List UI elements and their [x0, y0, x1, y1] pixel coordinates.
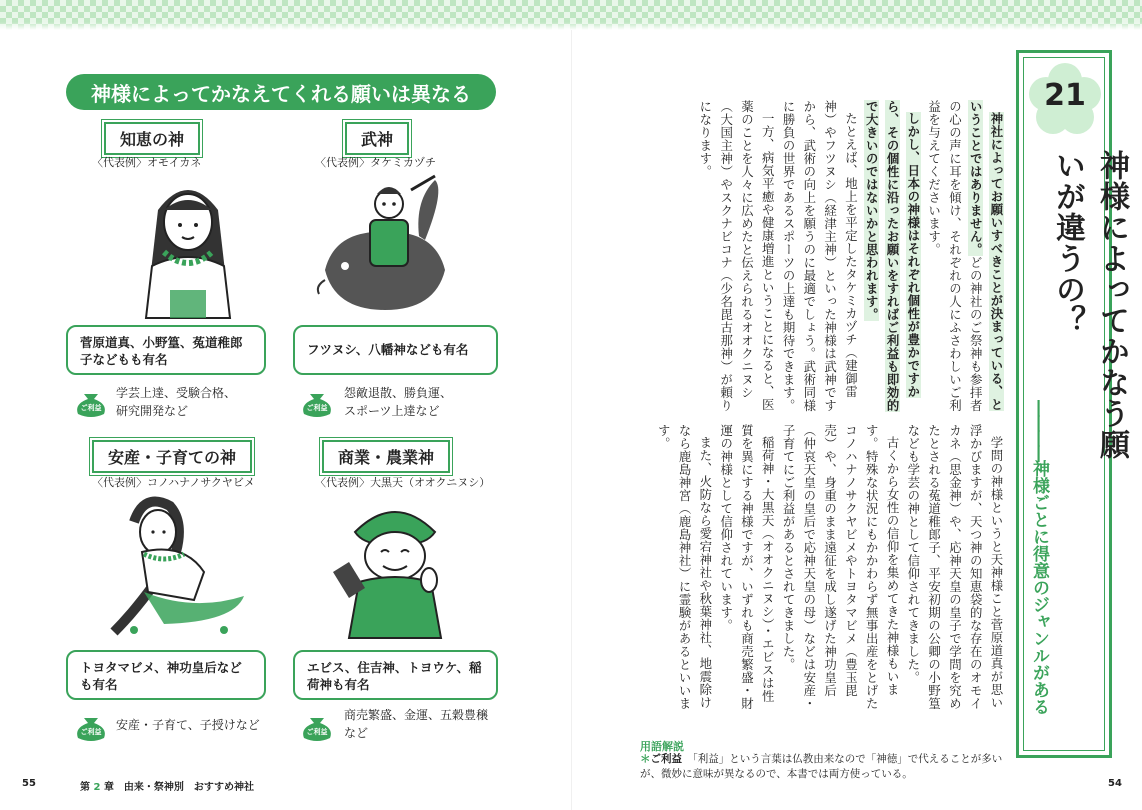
topic-number: 21: [1044, 78, 1086, 113]
body-text-top: [636, 100, 1006, 416]
left-folio: 55: [22, 778, 36, 789]
goriyaku-bag-label: ご利益: [306, 404, 328, 412]
benefit-war: 怨敵退散、勝負運、 スポーツ上達など: [344, 386, 453, 418]
deities-box-commerce: エビス、住吉神、トヨウケ、稲荷神も有名: [293, 650, 498, 700]
body-text-bottom: [636, 424, 1006, 716]
benefit-commerce: 商売繁盛、金運、五穀豊穣 など: [344, 708, 489, 740]
omoikane-illustration: [118, 170, 258, 320]
deities-box-wisdom: 菅原道真、小野篁、菟道稚郎子などもも有名: [66, 325, 266, 375]
topic-subtitle: ――――神様ごとに得意のジャンルがある: [1029, 400, 1049, 715]
category-label-wisdom: 知恵の神: [104, 122, 200, 155]
paragraph: たとえば、地上を平定したタケミカヅチ（建御雷神）やフツヌシ（経津主神）といった神様は武神ですから、武術の向上を願うのに最適でしょう。武術同様に勝負の世界であるスポーツの上達も期待できます。: [781, 100, 859, 412]
paragraph: 古くから女性の信仰を集めてきた神様もいます。特殊な状況にもかかわらず無事出産をとげたコノハナノサクヤビメやトヨタマビメ（豊玉毘売）や、身重のまま遠征を成し遂げた神功皇后（仲哀天皇の皇后で応神天皇の母）などは安産・子育てにご利益があるとされてきました。: [781, 424, 901, 710]
example-wisdom: 〈代表例〉オモイカネ: [92, 156, 202, 169]
example-commerce: 〈代表例〉大黒天（オオクニヌシ）: [315, 476, 491, 489]
konohanasakuya-illustration: [104, 492, 254, 642]
paragraph: 神社によってお願いすべきことが決まっている、ということではありません。どの神社のご祭神も参拝者の心の声に耳を傾け、それぞれの人にふさわしいご利益を与えてくださいます。: [926, 100, 1004, 412]
category-label-war: 武神: [345, 122, 409, 155]
category-label-commerce: 商業・農業神: [322, 440, 450, 473]
checker-header: [0, 0, 1142, 30]
paragraph: しかし、日本の神様はそれぞれ個性が豊かですから、その個性に沿ったお願いをすればご利益も即効的で大きいのではないかと思われます。: [864, 100, 921, 412]
glossary-heading: 用語解説: [640, 740, 684, 753]
example-war: 〈代表例〉タケミカヅチ: [315, 156, 436, 169]
paragraph: 一方、病気平癒や健康増進ということになると、医薬のことを人々に広めたと伝えられるオオクニヌシ（大国主神）やスクナビコナ（少名毘古那神）が頼りになります。: [697, 100, 776, 412]
benefit-childbirth: 安産・子育て、子授けなど: [116, 718, 260, 732]
takemikazuchi-illustration: [315, 170, 455, 320]
example-childbirth: 〈代表例〉コノハナノサクヤビメ: [92, 476, 255, 489]
paragraph: 稲荷神・大黒天（オオクニヌシ）・エビスは性質を異にする神様ですが、いずれも商売繁盛・財運の神様として信仰されています。: [718, 424, 776, 710]
paragraph: また、火防なら愛宕神社や秋葉神社、地震除けなら鹿島神宮（鹿島神社）に霊験があるといいます。: [656, 424, 713, 710]
left-page-title: 神様によってかなえてくれる願いは異なる: [66, 74, 496, 110]
glossary-note: ＊ご利益 「利益」という言葉は仏教由来なので「神徳」で代えることが多いが、微妙に意味が異なるので、本書では両方使っている。: [640, 753, 1003, 780]
goriyaku-bag-label: ご利益: [306, 728, 328, 736]
benefit-wisdom: 学芸上達、受験合格、 研究開発など: [116, 386, 237, 418]
goriyaku-bag-label: ご利益: [80, 404, 102, 412]
right-folio: 54: [1108, 778, 1122, 789]
category-label-childbirth: 安産・子育ての神: [92, 440, 252, 473]
deities-box-childbirth: トヨタマビメ、神功皇后なども有名: [66, 650, 266, 700]
paragraph: 学問の神様というと天神様こと菅原道真が思い浮かびますが、天つ神の知恵袋的な存在のオモイカネ（思金神）や、応神天皇の皇子で学問を究めたとされる菟道稚郎子、平安初期の公卿の小野篁なども学芸の神として信仰されてきました。: [905, 424, 1004, 710]
deities-box-war: フツヌシ、八幡神なども有名: [293, 325, 498, 375]
goriyaku-bag-label: ご利益: [80, 728, 102, 736]
chapter-running-head: 第 2 章 由来・祭神別 おすすめ神社: [80, 782, 255, 793]
page-gutter: [571, 30, 572, 810]
topic-title: 神様によってかなう願いが違うの？: [1050, 150, 1129, 460]
daikokuten-illustration: [325, 492, 465, 642]
